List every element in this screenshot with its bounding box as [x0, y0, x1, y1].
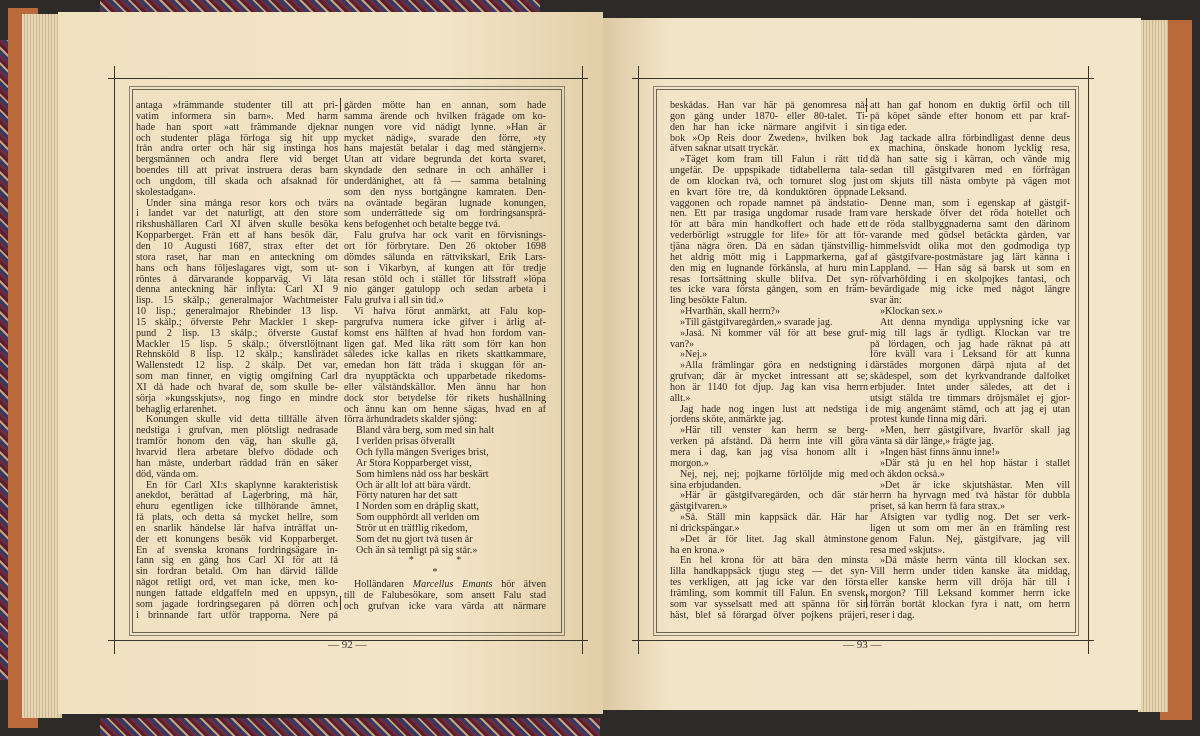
text-line: förra århundradets skalder sjöng:	[344, 415, 478, 426]
text-line: mycket nådig», svarade den förre, »ty	[344, 133, 546, 144]
text-line: resan stöld och i stället för lifsstraff »löpa	[344, 274, 546, 285]
text-line: morgon.»	[670, 458, 709, 469]
text-line: vare herskade öfver det röda hotellet och	[870, 209, 1070, 220]
text-line: Nej, nej, nej; pojkarne förföljde mig med	[680, 469, 868, 480]
verse-line: Och fylla mången Sveriges brist,	[356, 448, 489, 458]
text-line: »Här till venster kan herrn se berg-	[680, 426, 868, 437]
page-number-right: — 93 —	[843, 639, 882, 651]
text-line: han måste, underbart räddad från en säker	[136, 458, 338, 469]
text-line: hade han sport »att främmande djeknar	[136, 122, 338, 133]
text-line: Denne man, som i egenskap af gästgif-	[880, 198, 1070, 209]
text-line: på köpet sände efter honom ett par kraf-	[870, 111, 1070, 122]
text-line: Vill herrn under tiden kanske äta middag,	[870, 567, 1070, 578]
text-line: »Ingen häst finns ännu inne!»	[880, 448, 1000, 458]
text-line: resas fortsättning skulle blifva. Det syn-	[670, 274, 868, 285]
text-line: eller kanske herrn vill dröja här till i	[870, 578, 1070, 589]
text-line: resa med »skjuts».	[870, 545, 945, 556]
verse-line: Och än så temligt på sig står.»	[356, 545, 478, 556]
frame-line	[1088, 66, 1089, 654]
text-line: Wallenstedt 12 lisp. 2 skålp. Det var,	[136, 361, 338, 372]
text-line: »Så. Ställ min kappsäck där. Här har	[680, 513, 868, 524]
text-line: stora raset, har man en anteckning om	[136, 252, 338, 263]
text-line: gården mötte han en annan, som hade	[344, 101, 546, 111]
text-line: i brinnande fart utför trapporna. Nere på	[136, 610, 338, 621]
text-line: sin fordran betald. Om han därvid fällde	[136, 567, 338, 578]
text-line: der ett konungens besök vid Kopparberget.	[136, 534, 338, 545]
text-line: då han satte sig i kärran, och vände mig	[870, 155, 1070, 166]
text-line: en kvart före tre, då konduktören öppnade	[670, 187, 868, 198]
text-line: för att bära min handkoffert och hade ett	[670, 220, 868, 231]
text-column-4	[870, 101, 1070, 622]
text-line: den 10 Augusti 1687, strax efter det	[136, 241, 338, 252]
text-line: hans och hans följeslagares vigt, som ut-	[136, 263, 338, 274]
text-line: och ungdom, till skada och afsaknad för	[136, 176, 338, 187]
text-column-3	[670, 101, 868, 622]
text-line: äfven saknar utsatt tryckår.	[670, 144, 779, 155]
text-line: En för Carl XI:s skaplynne karakteristisk	[146, 480, 338, 491]
text-line: boendes till att privat instruera deras barn	[136, 166, 338, 177]
text-line: van?»	[670, 339, 695, 350]
text-line: ligen ut som om mer än en främling rest	[870, 523, 1070, 534]
text-line: ex machina, önskade honom lycklig resa,	[870, 144, 1070, 155]
text-line: på lördagen, och jag hade räknat på att	[870, 339, 1070, 350]
text-line: eller välståndskällor. Men ännu har hon	[344, 382, 546, 393]
text-line: En hel krona för att bära den minsta	[680, 556, 868, 567]
text-line: dock stor betydelse för rikets hushållning	[344, 393, 546, 404]
verse-line: Strör ut en träfflig rikedom,	[356, 523, 468, 534]
text-line: rikshushållaren Carl XI äfven skulle besöka	[136, 220, 338, 231]
text-line: de röda stallbyggnaderna samt den därinom	[870, 220, 1070, 231]
text-line: vatim informera sin barn». Med harm	[136, 111, 338, 122]
text-line: som den nyss bortgångne kamraten. Den-	[344, 187, 546, 198]
text-line: svar än:	[870, 296, 902, 307]
text-line: till de Falubesökare, som ansett Falu stad	[344, 591, 546, 602]
text-line: röntes å därvarande kopparväg. Vi låta	[136, 274, 338, 285]
text-line: ungefär. De uppspikade tidtabellerna tala-	[670, 166, 868, 177]
text-line: XI då hade och hvaraf de, som skulle be-	[136, 382, 338, 393]
text-line: 15 skålp.; öfverste Pehr Mackler 1 skep-	[136, 317, 338, 328]
text-line: grufvan; där är mycket intressant att se;	[670, 372, 868, 383]
text-line: »Men, herr gästgifvare, hvarför skall jag	[880, 426, 1070, 437]
text-line: son i Vikarbyn, af kungen att för tredje	[344, 263, 546, 274]
text-line: ligen gaf. Med lika rätt som förr kan hon	[344, 339, 546, 350]
text-line: »Då måste herrn vänta till klockan sex.	[880, 556, 1070, 567]
text-line: dra nyupptäckta och upparbetade rikedoms-	[344, 372, 546, 383]
text-line: Mackler 15 lisp. 5 skålp.; öfverstlöjtnant	[136, 339, 338, 350]
text-line: himmelsvidt olika mot den godmodiga typ	[870, 241, 1070, 252]
text-line: tes icke vara första gången, som en främ-	[670, 285, 868, 296]
text-line: och åkdon också.»	[870, 469, 945, 480]
text-line: antaga »främmande studenter till att pri-	[136, 101, 338, 111]
text-line: Kopparberget. Från ett af hans besök där,	[136, 231, 338, 242]
text-line: komst ens hälften af hvad hon fordom van-	[344, 328, 546, 339]
text-line: Afsigten var tydlig nog. Det ser verk-	[880, 513, 1070, 524]
text-line: som underrättede sig om fordringsansprå-	[344, 209, 546, 220]
text-line: ni drickspängar.»	[670, 523, 740, 534]
text-line: som jagade fordringsegaren på dörren och	[136, 599, 338, 610]
text-line: Rehnsköld 8 lisp. 12 skålp.; kanslirådet	[136, 350, 338, 361]
text-line: beskådas. Han var här på genomresa nå-	[670, 101, 868, 111]
text-line: ehuru egentligen icke tillhörande ämnet,	[136, 502, 338, 513]
text-line: och ännu kan om henne sägas, hvad en af	[344, 404, 546, 415]
text-line: sina erbjudanden.	[670, 480, 742, 491]
text-line: om skjuts till nästa ombyte på vägen mot	[870, 176, 1070, 187]
text-line: Vi hafva förut anmärkt, att Falu kop-	[354, 307, 546, 318]
text-line: hans majestät betalar i dag med stångjern».	[344, 144, 546, 155]
text-line: Falu grufva har ock varit en förvisnings-	[354, 231, 546, 242]
text-line: gästgifvaren.»	[670, 502, 728, 513]
section-divider-stars: *	[432, 567, 458, 579]
text-line: nen. Ett par trasiga ungdomar rusade fram	[670, 209, 868, 220]
text-line: som man finner, en vigtig omgifning Carl	[136, 372, 338, 383]
marbled-endpaper-top	[100, 0, 540, 12]
text-line: Leksand.	[870, 187, 907, 198]
text-line: i landet var det naturligt, att den store	[136, 209, 338, 220]
text-line: het aldrig mött mig i Lappmarkerna, gaf	[670, 252, 868, 263]
text-line: ling besökte Falun.	[670, 296, 748, 307]
text-line: skolestadgan».	[136, 187, 196, 198]
text-line: gon gång under 1870- eller 80-talet. Ti-	[670, 111, 868, 122]
text-line: morgon? Till Leksand kommer herrn icke	[870, 588, 1070, 599]
verse-line: I Norden som en dråplig skatt,	[356, 502, 479, 513]
text-line: vaggonen och ropade namnet på ändstatio-	[670, 198, 868, 209]
text-line: »Det är icke skjutshästar. Men vill	[880, 480, 1070, 491]
text-line: »Där stå ju en hel hop hästar i stallet	[880, 458, 1070, 469]
text-line: »Jaså. Ni kommer väl för att bese gruf-	[680, 328, 868, 339]
italic-name: Marcellus Emants	[412, 580, 493, 591]
text-line: anekdot, berättad af Lagerbring, må här,	[136, 491, 338, 502]
text-line: ort för förbrytare. Den 26 oktober 1698	[344, 241, 546, 252]
text-line: genom Falun. Nej, gästgifvare, jag vill	[870, 534, 1070, 545]
verse-line: Är Stora Kopparberget visst,	[356, 458, 472, 469]
text-line: ha en krona.»	[670, 545, 725, 556]
page-edges-left	[22, 14, 62, 718]
text-line: protest kunde finna mig däri.	[870, 415, 987, 426]
text-line: pund 2 lisp. 13 skålp.; öfverste Gustaf	[136, 328, 338, 339]
text-line: från andra orter och här sig instinga hos	[136, 144, 338, 155]
text-line: den har han icke närmare angifvit i sin	[670, 122, 868, 133]
verse-line: I verlden prisas öfverallt	[356, 437, 455, 448]
text-line: död, vända om.	[136, 469, 199, 480]
text-line: Falu grufva i all sin tid.»	[344, 296, 444, 307]
frame-line	[638, 66, 639, 654]
text-line: hvarvid flera arbetare blefvo dödade och	[136, 448, 338, 458]
text-line: dömdes sålunda en rättvikskarl, Erik Lars-	[344, 252, 546, 263]
text-line: lisp. 15 skålp.; generalmajor Wachtmeister	[136, 296, 338, 307]
verse-line: Som himlens nåd oss har beskärt	[356, 469, 489, 480]
verse-line: Bland våra berg, som med sin halt	[356, 426, 495, 437]
column-mark	[340, 596, 341, 610]
text-line: som var sysselsatt med att spänna för sin	[670, 599, 868, 610]
text-line: något retligt ord, vet man icke, men ko-	[136, 578, 338, 589]
text-line: Utan att vidare begrunda det korta svaret,	[344, 155, 546, 166]
text-line: reser i dag.	[870, 610, 915, 621]
text-line: 10 lisp.; generalmajor Rhebinder 13 lisp.	[136, 307, 338, 318]
text-line: varande med gödsel betäckta gården, var	[870, 231, 1070, 242]
text-line: därstädes morgonen därpå njuta af det	[870, 361, 1070, 372]
text-line: Under sina många resor kors och tvärs	[146, 198, 338, 209]
verse-line: Som det nu gjort två tusen år	[356, 534, 473, 545]
text-line: samma ärende och hvilken frågade om ko-	[344, 111, 546, 122]
text-line: En af svenska kronans fordringsägare in-	[136, 545, 338, 556]
text-line: »Nej.»	[680, 350, 708, 361]
frame-line	[632, 78, 1094, 79]
text-line: »Hvarthän, skall herrn?»	[680, 307, 781, 318]
text-line: sedan till gästgifvaren med en förfrågan	[870, 166, 1070, 177]
text-line: Jag tackade allra förbindligast denne deus	[880, 133, 1070, 144]
text-line: röfvarhöfding i en skolpojkes fantasi, och	[870, 274, 1070, 285]
text-line: af gästgifvare-postmästare jag lärt känna i	[870, 252, 1070, 263]
page-number-left: — 92 —	[328, 639, 367, 651]
text-line: tes verkligen, att jag icke var den första	[670, 578, 868, 589]
text-line: »Det är för litet. Jag skall åtminstone	[680, 534, 868, 545]
text-line: hon är 1140 fot djup. Jag kan visa herrn	[670, 382, 868, 393]
text-line: den mig en lugnande förkänsla, af huru min	[670, 263, 868, 274]
text-line: Att denna myndiga upplysning icke var	[880, 317, 1070, 328]
text-line: jordens sköte, anmärkte jag.	[670, 415, 784, 426]
text-line: »Täget kom fram till Falun i rätt tid	[680, 155, 868, 166]
text-line: »Här är gästgifvaregården, och där står	[680, 491, 868, 502]
text-line: priset, så kan herrn få fara strax.»	[870, 502, 1006, 513]
text-line: skyndade den sednare in och anhåller i	[344, 166, 546, 177]
text-line: mig till lags är tydligt. Klockan var tre	[870, 328, 1070, 339]
text-line: Lappland. — Han såg så barsk ut som en	[870, 263, 1070, 274]
text-column-2	[344, 101, 546, 613]
marbled-endpaper-bottom	[100, 718, 600, 736]
verse-line: Förty naturen har det satt	[356, 491, 458, 502]
text-line: mera i dag, kan jag visa honom allt i	[670, 448, 868, 458]
text-line: vederbörligt »struggle for life» för att för-	[670, 231, 868, 242]
text-line: »Till gästgifvaregården,» svarade jag.	[680, 317, 833, 328]
text-line: och grufvan icke vara värda att närmare	[344, 602, 546, 613]
text-line: bok »Op Reis door Zweden», hvilken bok	[670, 133, 868, 144]
verse-line: Och är allt lof att bära värdt.	[356, 480, 471, 491]
text-line: häst, blef så förargad öfver pojkens präjeri,	[670, 610, 868, 621]
text-line: sörja »kungsskjuts», nog fingo en mindre	[136, 393, 338, 404]
text-line: denna anteckning här inflyta: Carl XI 9	[136, 285, 338, 296]
column-mark	[340, 98, 341, 112]
text-line: fann sig en gång hos Carl XI för att få	[136, 556, 338, 567]
text-line: före kväll vara i Leksand för att kunna	[870, 350, 1070, 361]
page-edges-right	[1138, 20, 1168, 712]
text-column-1	[136, 101, 338, 622]
frame-line	[582, 66, 583, 654]
text-line: nio gånger gatulopp och sedan arbeta i	[344, 285, 546, 296]
text-line: förrän bortåt klockan fyra i natt, om herrn	[870, 599, 1070, 610]
text-line: främling, som kommit till Falun. En svensk,	[670, 588, 868, 599]
text-line: att han gaf honom en duktig örfil och till	[870, 101, 1070, 111]
text-line: och studenter pläga förfoga sig hit upp	[136, 133, 338, 144]
text-line: utsigt stälda tre timmars dröjsmålet ej gjor-	[870, 393, 1070, 404]
text-line: bevärdigade mig icke med något längre	[870, 285, 1070, 296]
text-line: emedan hon fått träda i skuggan för an-	[344, 361, 546, 372]
text-line: allt.»	[670, 393, 691, 404]
text-line: nungen fattade eldgaffeln med en uppsyn,	[136, 588, 338, 599]
text-line: Jag hade nog ingen lust att nedstiga i	[680, 404, 868, 415]
text-line: na oväntade begäran lugnade konungen,	[344, 198, 546, 209]
text-line: »Alla främlingar göra en nedstigning i	[680, 361, 868, 372]
text-line: en snarlik händelse lär hafva inträffat un-	[136, 523, 338, 534]
text-line: nedstiga i grufvan, men plötsligt nedrasade	[136, 426, 338, 437]
text-line: vänta så där länge,» frågte jag.	[870, 437, 994, 448]
text-line: de mig angenämt stämd, och att jag ej utan	[870, 404, 1070, 415]
text-line: lilla handkappsäck tjugu steg — det syn-	[670, 567, 868, 578]
text-line: Holländaren Marcellus Emants hör äfven	[354, 580, 546, 591]
verse-line: Som oupphördt all verlden om	[356, 513, 480, 524]
text-line: erbjuder. Intet under således, att det i	[870, 382, 1070, 393]
text-line: behaglig erfarenhet.	[136, 404, 217, 415]
section-divider-stars: * *	[408, 555, 482, 567]
text-line: skådespel, som det kyrkvandrande dalfolket	[870, 372, 1070, 383]
text-line: Konungen skulle vid detta tillfälle äfven	[146, 415, 338, 426]
text-line: »Klockan sex.»	[880, 307, 943, 318]
text-line: de om klockan två, och tornuret slog just	[670, 176, 868, 187]
text-line: framför honom den väg, han skulle gå,	[136, 437, 338, 448]
text-line: således icke kallas en rikets skattkammare,	[344, 350, 546, 361]
text-line: tjäna några ören. Då en sådan tjänstvillig-	[670, 241, 868, 252]
text-line: herrn ha hyrvagn med två hästar för dubbla	[870, 491, 1070, 502]
text-line: bergsmännen och andra flere vid berget	[136, 155, 338, 166]
text-line: nungen vore vid nådigt lynne. »Han är	[344, 122, 546, 133]
text-line: underdånighet, att få — samma betalning	[344, 176, 546, 187]
text-line: kens befogenhet och betalte begge två.	[344, 220, 501, 231]
frame-line	[114, 66, 115, 654]
text-line: få plats, och detta så mycket hellre, som	[136, 513, 338, 524]
text-line: tiga eder.	[870, 122, 907, 133]
text-line: pargrufva numera icke gifver i årlig af-	[344, 317, 546, 328]
text-line: verken på afstånd. Då herrn inte vill göra	[670, 437, 868, 448]
frame-line	[108, 78, 588, 79]
